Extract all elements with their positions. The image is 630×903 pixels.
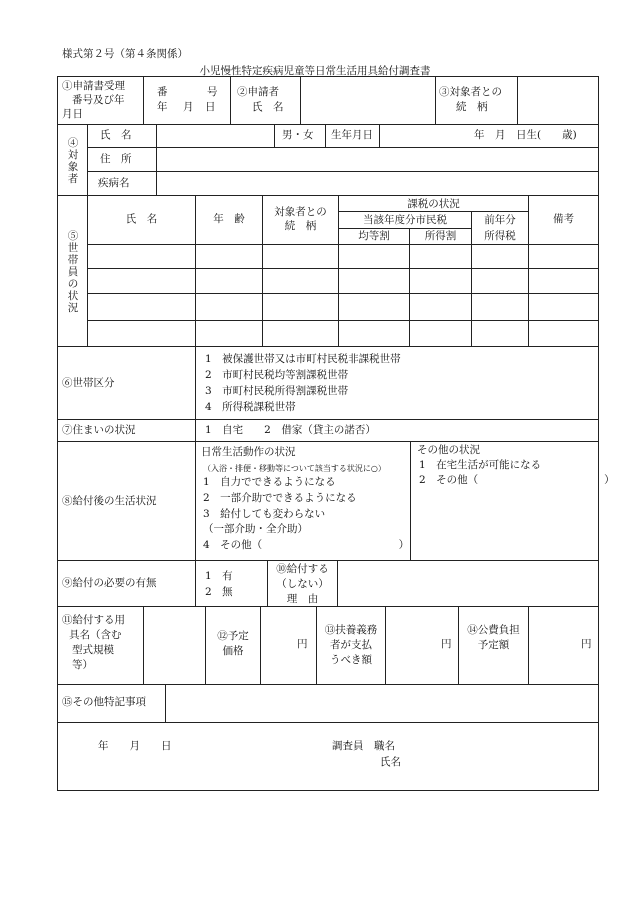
household-name-header: 氏 名	[125, 213, 158, 225]
other-status-option-2: 2 その他（ ）	[419, 474, 615, 486]
receipt-go: 号	[207, 86, 218, 98]
receipt-label-2: 番号及び年	[72, 94, 125, 106]
gender-label: 男・女	[282, 129, 314, 141]
price-label-2: 価格	[222, 645, 244, 657]
reason-label: ⑩給付する	[276, 563, 329, 575]
remarks-header: 備考	[553, 213, 574, 225]
address-label: 住 所	[100, 153, 132, 165]
birth-label: 生年月日	[331, 129, 373, 141]
household-relation-header-2: 続 柄	[284, 220, 317, 232]
equal-tax-header: 均等割	[358, 230, 390, 242]
adl-title: 日常生活動作の状況	[201, 446, 296, 458]
receipt-label-3: 月日	[62, 108, 83, 120]
reason-label-2: （しない）	[276, 578, 329, 590]
form-number: 様式第２号（第４条関係）	[62, 48, 188, 60]
relation-label-2: 続 柄	[456, 101, 488, 113]
receipt-day: 日	[205, 101, 216, 113]
category-option-4: 4 所得税課税世帯	[205, 401, 296, 413]
adl-option-3-note: （一部介助・全介助）	[203, 523, 308, 535]
adl-option-1: 1 自力でできるようになる	[203, 476, 336, 488]
household-relation-header: 対象者との	[274, 206, 327, 218]
price-label: ⑫予定	[217, 630, 249, 642]
other-status-title: その他の状況	[417, 444, 480, 456]
price-yen: 円	[297, 638, 308, 650]
notes-label: ⑮その他特記事項	[62, 696, 146, 708]
item-label-3: 型式規模	[72, 644, 114, 656]
housing-options: 1 自宅 2 借家（貸主の諾否）	[205, 424, 376, 436]
receipt-year: 年	[157, 101, 168, 113]
category-option-1: 1 被保護世帯又は市町村民税非課税世帯	[205, 353, 401, 365]
form-title: 小児慢性特定疾病児童等日常生活用具給付調査書	[199, 65, 431, 77]
footer-date: 年 月 日	[98, 740, 172, 752]
prev-tax-header: 前年分	[484, 214, 516, 226]
prev-tax-header-2: 所得税	[484, 230, 516, 242]
necessity-no: 2 無	[205, 586, 233, 598]
public-label: ⑭公費負担	[467, 624, 520, 636]
tax-status-header: 課税の状況	[407, 198, 460, 210]
applicant-label: ②申請者	[237, 86, 279, 98]
receipt-label-1: ①申請書受理	[62, 80, 125, 92]
relation-label: ③対象者との	[439, 86, 502, 98]
necessity-yes: 1 有	[205, 570, 233, 582]
other-status-option-1: 1 在宅生活が可能になる	[419, 459, 542, 471]
category-label: ⑥世帯区分	[62, 377, 115, 389]
income-tax-header: 所得割	[424, 230, 457, 242]
housing-label: ⑦住まいの状況	[62, 424, 136, 436]
applicant-name-label: 氏 名	[252, 101, 284, 113]
birth-value: 年 月 日生( 歳)	[474, 129, 577, 141]
household-age-header: 年 齢	[213, 213, 245, 225]
receipt-ban: 番	[157, 86, 168, 98]
adl-option-4: 4 その他（ ）	[203, 539, 410, 551]
adl-option-3: 3 給付しても変わらない	[203, 508, 326, 520]
item-label-4: 等）	[72, 659, 93, 671]
household-side-label: ⑤世帯員の状況	[67, 230, 79, 314]
current-tax-header: 当該年度分市民税	[363, 214, 447, 226]
life-label: ⑧給付後の生活状況	[62, 495, 157, 507]
reason-label-3: 理 由	[286, 593, 319, 605]
disease-label: 疾病名	[98, 177, 130, 189]
adl-note: （入浴・排便・移動等について該当する状況に○）	[203, 464, 386, 473]
item-label-1: ⑪給付する用	[62, 614, 125, 626]
public-yen: 円	[581, 638, 592, 650]
support-yen: 円	[441, 638, 452, 650]
item-label-2: 具名（含む	[69, 629, 122, 641]
target-name-label: 氏 名	[100, 129, 132, 141]
receipt-month: 月	[183, 101, 194, 113]
category-option-2: 2 市町村民税均等割課税世帯	[205, 369, 349, 381]
investigator-name-label: 氏名	[380, 756, 401, 768]
necessity-label: ⑨給付の必要の有無	[62, 577, 157, 589]
support-label-2: 者が支払	[330, 639, 372, 651]
investigator-label: 調査員 職名	[332, 740, 395, 752]
support-label: ⑬扶養義務	[324, 624, 378, 636]
public-label-2: 予定額	[477, 639, 510, 651]
category-option-3: 3 市町村民税所得割課税世帯	[205, 385, 349, 397]
target-side-label: ④対象者	[67, 137, 79, 185]
support-label-3: うべき額	[330, 654, 372, 666]
adl-option-2: 2 一部介助でできるようになる	[203, 492, 357, 504]
